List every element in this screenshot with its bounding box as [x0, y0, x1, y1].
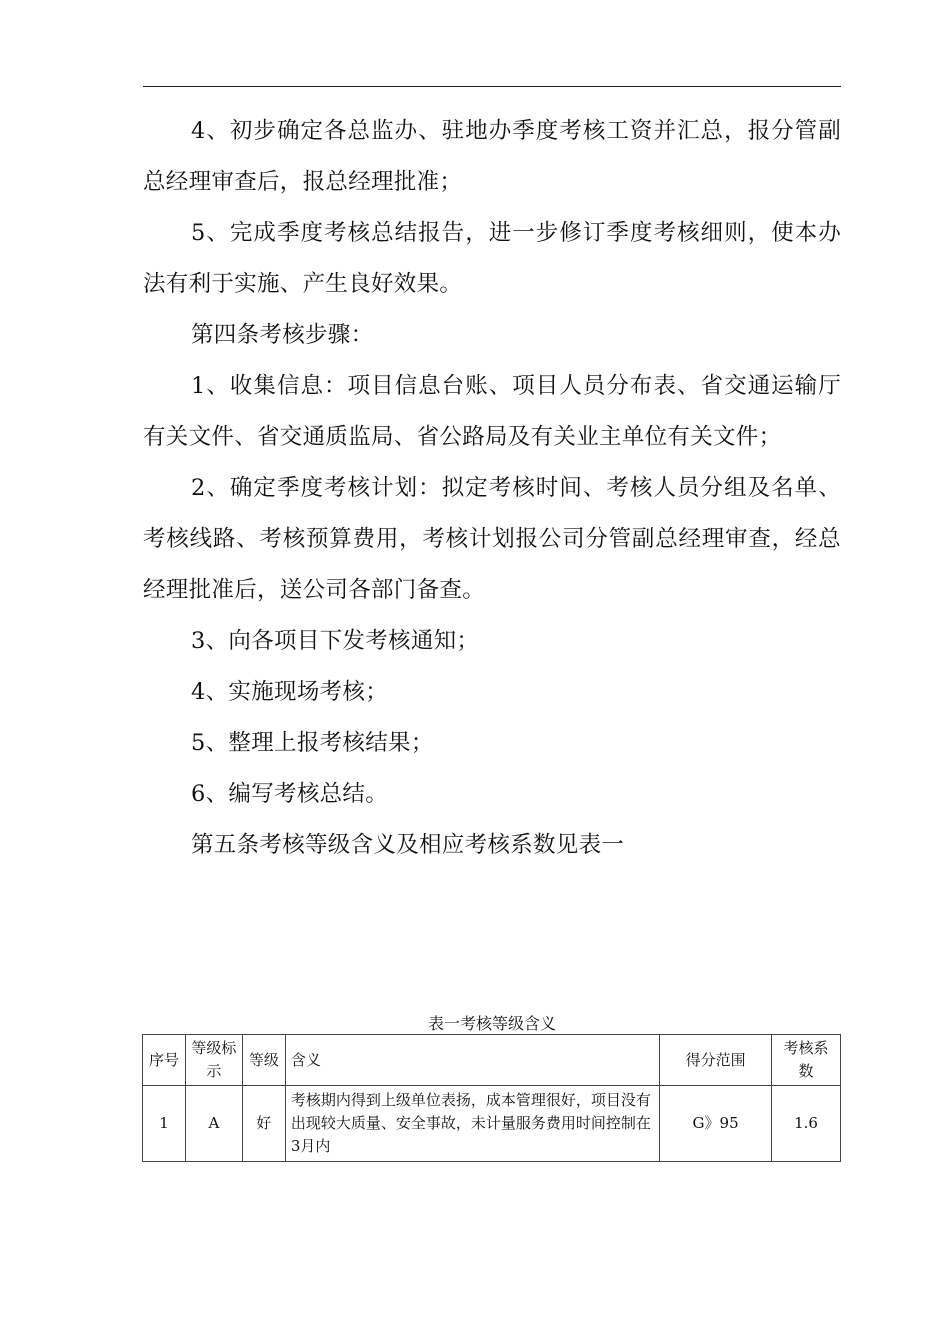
- section-heading-article-5: 第五条考核等级含义及相应考核系数见表一: [191, 832, 625, 858]
- paragraph-step-5: 5、整理上报考核结果；: [191, 730, 434, 756]
- paragraph-item-4-summary: 4、初步确定各总监办、驻地办季度考核工资并汇总，报分管副总经理审查后，报总经理批准；: [143, 118, 841, 195]
- paragraph-step-2: 2、确定季度考核计划：拟定考核时间、考核人员分组及名单、考核线路、考核预算费用，考核计划报公司分管副总经理审查，经总经理批准后，送公司各部门备查。: [143, 475, 841, 603]
- header-score-range: 得分范围: [660, 1035, 772, 1086]
- paragraph-step-3: 3、向各项目下发考核通知；: [191, 628, 480, 654]
- header-meaning: 含义: [285, 1035, 659, 1086]
- paragraph-item-5-report: 5、完成季度考核总结报告，进一步修订季度考核细则，使本办法有利于实施、产生良好效果。: [143, 220, 841, 297]
- paragraph-step-6: 6、编写考核总结。: [191, 781, 389, 807]
- table-row: [143, 1086, 841, 1162]
- document-body: [143, 106, 841, 871]
- cell-seq: 1: [143, 1086, 186, 1162]
- section-heading-article-4: 第四条考核步骤：: [191, 322, 374, 348]
- cell-grade: 好: [242, 1086, 285, 1162]
- cell-coefficient: 1.6: [772, 1086, 841, 1162]
- table-caption: 表一考核等级含义: [427, 1014, 556, 1033]
- header-coefficient: 考核系数: [772, 1035, 841, 1086]
- header-grade-mark: 等级标示: [185, 1035, 242, 1086]
- cell-score-range: G》95: [660, 1086, 772, 1162]
- grade-table: [142, 1034, 841, 1162]
- paragraph-step-4: 4、实施现场考核；: [191, 679, 389, 705]
- header-rule: [143, 86, 841, 87]
- cell-grade-mark: A: [185, 1086, 242, 1162]
- table-header-row: [143, 1035, 841, 1086]
- header-seq: 序号: [143, 1035, 186, 1086]
- header-grade: 等级: [242, 1035, 285, 1086]
- cell-meaning: 考核期内得到上级单位表扬，成本管理很好，项目没有出现较大质量、安全事故，未计量服务费用时间控制在3月内: [285, 1086, 659, 1162]
- paragraph-step-1: 1、收集信息：项目信息台账、项目人员分布表、省交通运输厅有关文件、省交通质监局、省公路局及有关业主单位有关文件；: [143, 373, 841, 450]
